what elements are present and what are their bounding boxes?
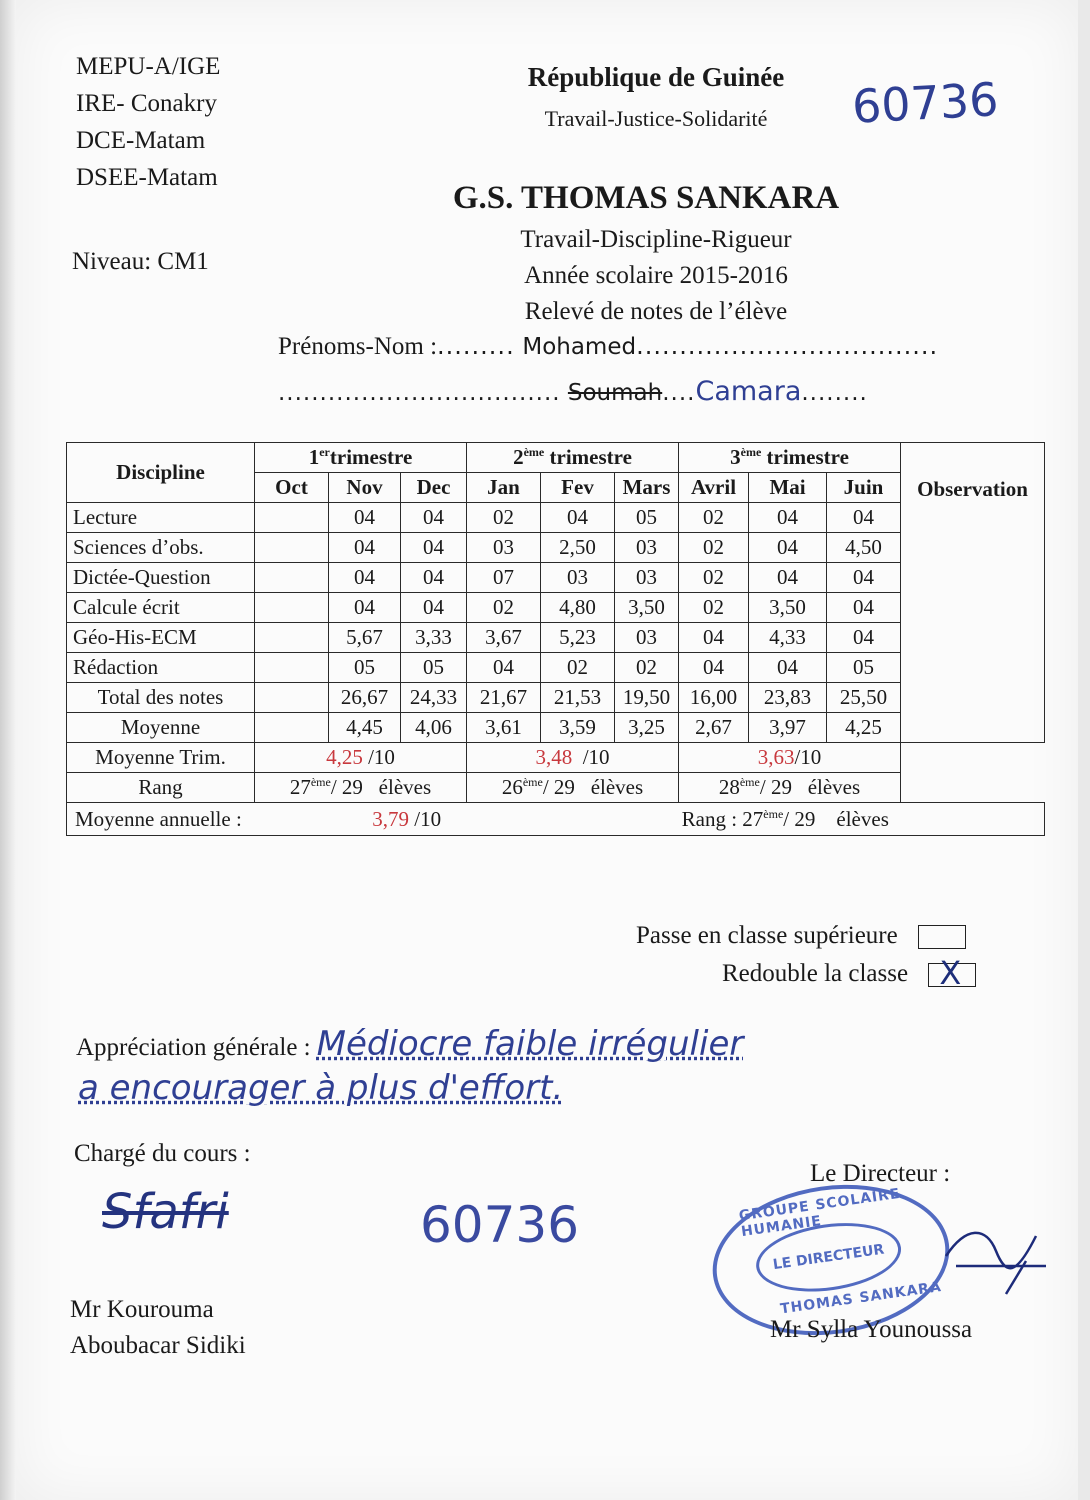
grade-cell: 16,00 — [679, 683, 749, 713]
grade-cell: 3,50 — [615, 593, 679, 623]
admin-line-4: DSEE-Matam — [76, 164, 218, 191]
grade-cell: 2,50 — [541, 533, 615, 563]
table-header-row-1 — [67, 443, 1045, 473]
level-label: Niveau: CM1 — [72, 248, 209, 275]
rank-of: / 29 — [330, 775, 363, 799]
grade-cell — [255, 533, 329, 563]
document-sheet — [16, 0, 1078, 1500]
subject-cell: Rédaction — [67, 653, 255, 683]
pass-checkbox[interactable] — [918, 925, 966, 949]
student-name-line-1 — [278, 332, 938, 361]
grade-cell — [255, 593, 329, 623]
trimester-sup: ème — [740, 445, 762, 459]
school-name: G.S. THOMAS SANKARA — [452, 180, 840, 216]
table-row-average — [67, 713, 1045, 743]
grade-cell: 03 — [615, 563, 679, 593]
repeat-check-mark: X — [939, 954, 962, 993]
admin-line-1: MEPU-A/IGE — [76, 53, 221, 80]
grade-cell: 03 — [467, 533, 541, 563]
grade-cell: 04 — [679, 653, 749, 683]
dots: ......... — [437, 332, 515, 360]
grade-cell: 04 — [329, 503, 401, 533]
table-row-annual — [67, 803, 1045, 836]
trimester-sup: ème — [523, 445, 545, 459]
stamp-center-text: LE DIRECTEUR — [752, 1214, 906, 1300]
annual-rank-sup: ème — [763, 806, 784, 821]
grade-cell — [255, 503, 329, 533]
grade-cell: 02 — [679, 563, 749, 593]
trimester-1-average — [255, 743, 467, 773]
subject-cell: Total des notes — [67, 683, 255, 713]
subject-cell: Moyenne — [67, 713, 255, 743]
rank-value: 28 — [718, 775, 740, 799]
grade-cell: 24,33 — [401, 683, 467, 713]
subject-cell: Géo-His-ECM — [67, 623, 255, 653]
subject-cell: Calcule écrit — [67, 593, 255, 623]
table-row-trimester-average — [67, 743, 1045, 773]
grade-cell: 04 — [329, 533, 401, 563]
dots: .................................. — [278, 380, 561, 406]
repeat-label: Redouble la classe — [722, 960, 909, 987]
table-row — [67, 563, 1045, 593]
student-name-line-2 — [278, 376, 868, 407]
table-row — [67, 503, 1045, 533]
annual-average-suffix: /10 — [414, 806, 442, 831]
grade-cell: 04 — [827, 593, 901, 623]
table-row — [67, 593, 1045, 623]
grade-cell: 4,80 — [541, 593, 615, 623]
avg-suffix: /10 — [368, 745, 395, 769]
grade-cell: 04 — [329, 563, 401, 593]
grade-cell: 3,67 — [467, 623, 541, 653]
appreciation-line-1 — [76, 1024, 743, 1064]
table-row — [67, 533, 1045, 563]
avg-value: 4,25 — [326, 745, 363, 769]
grade-cell: 5,67 — [329, 623, 401, 653]
trimester-1-header — [255, 443, 467, 473]
avg-value: 3,63 — [757, 745, 795, 769]
rank-sup: ème — [522, 775, 543, 789]
trimester-word: trimestre — [549, 445, 632, 469]
month-mai: Mai — [749, 473, 827, 503]
grade-cell: 02 — [541, 653, 615, 683]
month-oct: Oct — [255, 473, 329, 503]
grade-cell: 4,06 — [401, 713, 467, 743]
grade-cell: 02 — [467, 503, 541, 533]
annual-average-label: Moyenne annuelle : — [75, 806, 242, 831]
admin-line-3: DCE-Matam — [76, 127, 206, 154]
grade-cell: 3,59 — [541, 713, 615, 743]
grade-cell — [255, 713, 329, 743]
trimester-num: 3 — [730, 445, 741, 469]
school-year: Année scolaire 2015-2016 — [524, 262, 788, 289]
grade-cell — [255, 683, 329, 713]
grade-cell: 04 — [401, 533, 467, 563]
document-title: Relevé de notes de l’élève — [524, 298, 788, 325]
republic-motto: Travail-Justice-Solidarité — [544, 106, 768, 131]
director-label: Le Directeur : — [810, 1160, 951, 1187]
grade-cell: 25,50 — [827, 683, 901, 713]
grade-cell: 04 — [679, 623, 749, 653]
grade-cell: 05 — [329, 653, 401, 683]
annual-summary-cell — [67, 803, 1045, 836]
table-row — [67, 623, 1045, 653]
grade-cell: 3,33 — [401, 623, 467, 653]
pass-option — [636, 922, 966, 950]
trimester-3-header — [679, 443, 901, 473]
grade-cell: 21,67 — [467, 683, 541, 713]
grade-cell: 2,67 — [679, 713, 749, 743]
appreciation-label: Appréciation générale : — [76, 1034, 311, 1061]
month-mars: Mars — [615, 473, 679, 503]
grade-cell: 04 — [827, 503, 901, 533]
stamp-bottom-text: THOMAS SANKARA — [779, 1278, 943, 1318]
director-signature — [936, 1216, 1056, 1296]
handwritten-number-bottom: 60736 — [420, 1196, 580, 1254]
teacher-signature: Sfafri — [102, 1184, 229, 1240]
grade-cell: 05 — [827, 653, 901, 683]
grade-cell: 04 — [467, 653, 541, 683]
subject-cell: Sciences d’obs. — [67, 533, 255, 563]
table-row — [67, 653, 1045, 683]
dots: ................................... — [636, 332, 939, 360]
grade-cell: 07 — [467, 563, 541, 593]
rank-sup: ème — [739, 775, 760, 789]
handwritten-number-top: 60736 — [850, 72, 1000, 134]
trimester-2-rank — [467, 773, 679, 803]
repeat-option — [722, 954, 976, 993]
discipline-header: Discipline — [67, 443, 255, 503]
grades-table — [66, 442, 1045, 836]
appreciation-text-2: a encourager à plus d'effort. — [78, 1068, 564, 1108]
month-jan: Jan — [467, 473, 541, 503]
grade-cell: 19,50 — [615, 683, 679, 713]
rank-word: élèves — [378, 775, 432, 799]
grade-cell — [255, 623, 329, 653]
table-row-total — [67, 683, 1045, 713]
director-name: Mr Sylla Younoussa — [770, 1316, 973, 1343]
grade-cell: 02 — [679, 503, 749, 533]
student-last-name-struck: Soumah — [567, 380, 663, 406]
grade-cell: 4,25 — [827, 713, 901, 743]
month-juin: Juin — [827, 473, 901, 503]
rank-of: / 29 — [542, 775, 575, 799]
annual-rank-value: 27 — [742, 806, 764, 831]
student-name-label: Prénoms-Nom : — [278, 333, 438, 360]
rank-value: 27 — [289, 775, 311, 799]
student-first-name: Mohamed — [522, 334, 637, 360]
grade-cell: 03 — [615, 533, 679, 563]
observation-header: Observation — [901, 443, 1045, 743]
annual-rank-label: Rang : — [681, 806, 738, 831]
grade-cell: 04 — [401, 503, 467, 533]
grade-cell: 04 — [401, 593, 467, 623]
grade-cell: 26,67 — [329, 683, 401, 713]
grade-cell: 3,25 — [615, 713, 679, 743]
grade-cell: 05 — [615, 503, 679, 533]
rank-of: / 29 — [759, 775, 792, 799]
grade-cell: 03 — [541, 563, 615, 593]
rank-word: élèves — [590, 775, 644, 799]
trimester-word: trimestre — [329, 445, 413, 469]
avg-suffix: /10 — [582, 745, 610, 769]
grade-cell: 04 — [401, 563, 467, 593]
month-fev: Fev — [541, 473, 615, 503]
signature-stroke — [946, 1233, 1046, 1294]
trimester-1-rank — [255, 773, 467, 803]
trimester-2-header — [467, 443, 679, 473]
trimester-3-rank — [679, 773, 901, 803]
annual-rank-of: / 29 — [783, 806, 816, 831]
rank-sup: ème — [310, 775, 331, 789]
trimester-num: 1 — [308, 445, 320, 469]
avg-value: 3,48 — [535, 745, 573, 769]
grade-cell: 02 — [467, 593, 541, 623]
grade-cell: 04 — [827, 623, 901, 653]
trimester-word: trimestre — [766, 445, 849, 469]
trimester-3-average — [679, 743, 901, 773]
school-motto: Travail-Discipline-Rigueur — [520, 226, 792, 253]
grade-cell: 02 — [615, 653, 679, 683]
avg-suffix: /10 — [794, 745, 822, 769]
subject-cell: Lecture — [67, 503, 255, 533]
administrative-header — [76, 48, 220, 196]
grade-cell: 3,97 — [749, 713, 827, 743]
table-row-rank — [67, 773, 1045, 803]
appreciation-text-1: Médiocre faible irrégulier — [316, 1024, 744, 1064]
pass-label: Passe en classe supérieure — [636, 922, 898, 949]
grade-cell: 3,50 — [749, 593, 827, 623]
grade-cell: 4,50 — [827, 533, 901, 563]
trimester-sup: er — [319, 445, 330, 459]
grade-cell: 21,53 — [541, 683, 615, 713]
grade-cell: 23,83 — [749, 683, 827, 713]
grade-cell: 4,45 — [329, 713, 401, 743]
teacher-label: Chargé du cours : — [74, 1140, 251, 1167]
grade-cell: 4,33 — [749, 623, 827, 653]
stamp-top-text: GROUPE SCOLAIRE HUMANIE — [737, 1185, 902, 1241]
grade-cell: 04 — [749, 563, 827, 593]
dots: ........ — [801, 380, 868, 406]
annual-rank-word: élèves — [836, 806, 889, 831]
month-avril: Avril — [679, 473, 749, 503]
month-dec: Dec — [401, 473, 467, 503]
teacher-name-2: Aboubacar Sidiki — [70, 1332, 246, 1359]
annual-average-value: 3,79 — [372, 806, 410, 831]
grade-cell: 04 — [749, 533, 827, 563]
student-last-name-handwritten: Camara — [695, 376, 802, 407]
grade-cell: 04 — [749, 503, 827, 533]
grade-cell — [255, 653, 329, 683]
grade-cell: 04 — [541, 503, 615, 533]
grade-cell — [255, 563, 329, 593]
trimester-2-average — [467, 743, 679, 773]
grade-cell: 5,23 — [541, 623, 615, 653]
trimester-num: 2 — [513, 445, 524, 469]
admin-line-2: IRE- Conakry — [76, 90, 217, 117]
teacher-name-1: Mr Kourouma — [70, 1296, 214, 1323]
grade-cell: 02 — [679, 593, 749, 623]
subject-cell: Dictée-Question — [67, 563, 255, 593]
rank-value: 26 — [501, 775, 523, 799]
grade-cell: 04 — [749, 653, 827, 683]
grade-cell: 04 — [827, 563, 901, 593]
grade-cell: 3,61 — [467, 713, 541, 743]
grade-cell: 05 — [401, 653, 467, 683]
rank-word: élèves — [807, 775, 861, 799]
subject-cell: Moyenne Trim. — [67, 743, 255, 773]
grade-cell: 02 — [679, 533, 749, 563]
republic-title: République de Guinée — [527, 62, 785, 92]
subject-cell: Rang — [67, 773, 255, 803]
dots: .... — [662, 380, 696, 406]
page-edge-shadow — [0, 0, 16, 1500]
repeat-checkbox[interactable] — [928, 954, 976, 993]
month-nov: Nov — [329, 473, 401, 503]
grade-cell: 04 — [329, 593, 401, 623]
grade-cell: 03 — [615, 623, 679, 653]
